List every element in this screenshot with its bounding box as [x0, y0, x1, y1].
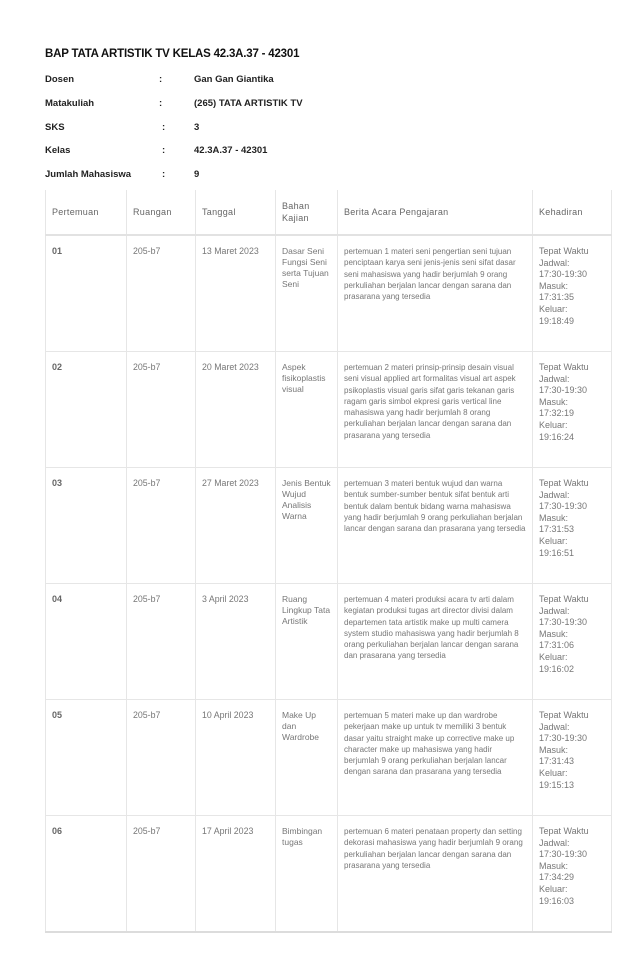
info-separator: : — [162, 169, 166, 180]
jadwal-label: Jadwal: — [539, 373, 570, 384]
header-pertemuan: Pertemuan — [46, 190, 127, 235]
masuk-value: 17:31:43 — [539, 756, 575, 767]
jadwal-label: Jadwal: — [539, 837, 570, 848]
info-label: Kelas — [45, 145, 71, 156]
cell-berita-acara: pertemuan 3 materi bentuk wujud dan warna bentuk sumber-sumber bentuk sifat bentuk arti bentuk dalam bentuk bidang warna mahasiswa yang hadir berjumlah 9 orang perkuliahan berjalan lancar dengan sarana dan prasarana yang tersedia — [338, 468, 533, 584]
info-value: 3 — [194, 122, 200, 133]
masuk-label: Masuk: — [539, 744, 569, 755]
keluar-label: Keluar: — [539, 535, 568, 546]
table-header-row — [46, 190, 612, 235]
info-separator: : — [159, 74, 163, 85]
info-value: 42.3A.37 - 42301 — [194, 145, 268, 156]
keluar-value: 19:18:49 — [539, 315, 575, 326]
cell-pertemuan: 04 — [46, 584, 127, 700]
cell-kehadiran — [533, 816, 612, 933]
kehadiran-status: Tepat Waktu — [539, 710, 589, 720]
cell-ruangan: 205-b7 — [127, 468, 196, 584]
header-kehadiran: Kehadiran — [533, 190, 612, 235]
cell-ruangan: 205-b7 — [127, 700, 196, 816]
cell-pertemuan: 03 — [46, 468, 127, 584]
keluar-value: 19:16:02 — [539, 663, 575, 674]
jadwal-value: 17:30-19:30 — [539, 849, 588, 860]
cell-kehadiran — [533, 468, 612, 584]
cell-bahan-kajian: Aspek fisikoplastis visual — [276, 352, 338, 468]
cell-tanggal: 17 April 2023 — [196, 816, 276, 933]
info-separator: : — [162, 122, 166, 133]
keluar-value: 19:15:13 — [539, 779, 575, 790]
jadwal-label: Jadwal: — [539, 257, 570, 268]
cell-bahan-kajian: Bimbingan tugas — [276, 816, 338, 933]
masuk-label: Masuk: — [539, 512, 569, 523]
header-ruangan: Ruangan — [127, 190, 196, 235]
jadwal-value: 17:30-19:30 — [539, 501, 588, 512]
cell-bahan-kajian: Jenis Bentuk Wujud Analisis Warna — [276, 468, 338, 584]
header-berita-acara: Berita Acara Pengajaran — [338, 190, 533, 235]
info-value: 9 — [194, 169, 200, 180]
info-separator: : — [159, 98, 163, 109]
keluar-value: 19:16:03 — [539, 895, 575, 906]
table-row — [46, 816, 612, 933]
table-row — [46, 584, 612, 700]
keluar-value: 19:16:51 — [539, 547, 575, 558]
kehadiran-status: Tepat Waktu — [539, 826, 589, 836]
table-row — [46, 468, 612, 584]
masuk-label: Masuk: — [539, 396, 569, 407]
cell-kehadiran — [533, 235, 612, 352]
cell-tanggal: 27 Maret 2023 — [196, 468, 276, 584]
cell-bahan-kajian: Dasar Seni Fungsi Seni serta Tujuan Seni — [276, 235, 338, 352]
info-value: Gan Gan Giantika — [194, 74, 274, 85]
table-row — [46, 235, 612, 352]
cell-kehadiran — [533, 352, 612, 468]
cell-bahan-kajian: Ruang Lingkup Tata Artistik — [276, 584, 338, 700]
keluar-label: Keluar: — [539, 303, 568, 314]
masuk-value: 17:31:35 — [539, 292, 575, 303]
info-value: (265) TATA ARTISTIK TV — [194, 98, 303, 109]
jadwal-value: 17:30-19:30 — [539, 269, 588, 280]
cell-pertemuan: 05 — [46, 700, 127, 816]
masuk-label: Masuk: — [539, 860, 569, 871]
cell-tanggal: 13 Maret 2023 — [196, 235, 276, 352]
cell-berita-acara: pertemuan 1 materi seni pengertian seni tujuan penciptaan karya seni jenis-jenis seni sifat dasar seni mahasiswa yang hadir berjumlah 9 orang perkuliahan berjalan lancar dengan sarana dan prasarana yang tersedia — [338, 235, 533, 352]
masuk-value: 17:31:06 — [539, 640, 575, 651]
cell-berita-acara: pertemuan 2 materi prinsip-prinsip desain visual seni visual applied art formalitas visual art aspek psikoplastis visual garis sifat garis tekanan garis ragam garis simbol ekpresi garis vertical line mahasiswa yang hadir berjumlah 8 orang perkuliahan berjalan lancar dengan sarana dan prasarana yang tersedia — [338, 352, 533, 468]
table-row — [46, 700, 612, 816]
table-row — [46, 352, 612, 468]
cell-tanggal: 20 Maret 2023 — [196, 352, 276, 468]
cell-pertemuan: 06 — [46, 816, 127, 933]
kehadiran-status: Tepat Waktu — [539, 594, 589, 604]
header-tanggal: Tanggal — [196, 190, 276, 235]
cell-ruangan: 205-b7 — [127, 816, 196, 933]
document-title: BAP TATA ARTISTIK TV KELAS 42.3A.37 - 42301 — [45, 48, 300, 60]
kehadiran-status: Tepat Waktu — [539, 362, 589, 372]
info-label: Matakuliah — [45, 98, 95, 109]
jadwal-value: 17:30-19:30 — [539, 733, 588, 744]
keluar-label: Keluar: — [539, 419, 568, 430]
masuk-value: 17:32:19 — [539, 408, 575, 419]
cell-berita-acara: pertemuan 4 materi produksi acara tv arti dalam kegiatan produksi tugas art director divisi dalam departemen tata artistik make up multi camera system studio mahasiswa yang hadir berjumlah 8 orang perkuliahan berjalan lancar dengan sarana dan prasarana yang tersedia — [338, 584, 533, 700]
cell-tanggal: 3 April 2023 — [196, 584, 276, 700]
keluar-value: 19:16:24 — [539, 431, 575, 442]
masuk-value: 17:34:29 — [539, 872, 575, 883]
cell-bahan-kajian: Make Up dan Wardrobe — [276, 700, 338, 816]
jadwal-label: Jadwal: — [539, 489, 570, 500]
info-label: Dosen — [45, 74, 75, 85]
jadwal-label: Jadwal: — [539, 605, 570, 616]
cell-pertemuan: 02 — [46, 352, 127, 468]
jadwal-label: Jadwal: — [539, 721, 570, 732]
keluar-label: Keluar: — [539, 883, 568, 894]
cell-ruangan: 205-b7 — [127, 352, 196, 468]
cell-kehadiran — [533, 584, 612, 700]
cell-ruangan: 205-b7 — [127, 235, 196, 352]
kehadiran-status: Tepat Waktu — [539, 478, 589, 488]
kehadiran-status: Tepat Waktu — [539, 246, 589, 256]
cell-pertemuan: 01 — [46, 235, 127, 352]
header-bahan-kajian: Bahan Kajian — [276, 190, 338, 235]
bap-table — [45, 190, 612, 933]
jadwal-value: 17:30-19:30 — [539, 385, 588, 396]
cell-berita-acara: pertemuan 5 materi make up dan wardrobe pekerjaan make up untuk tv memiliki 3 bentuk dasar yaitu straight make up corrective make up character make up mahasiswa yang hadir berjumlah 9 orang perkuliahan berjalan lancar dengan sarana dan prasarana yang tersedia — [338, 700, 533, 816]
masuk-label: Masuk: — [539, 628, 569, 639]
jadwal-value: 17:30-19:30 — [539, 617, 588, 628]
cell-ruangan: 205-b7 — [127, 584, 196, 700]
cell-kehadiran — [533, 700, 612, 816]
cell-berita-acara: pertemuan 6 materi penataan property dan setting dekorasi mahasiswa yang hadir berjumlah 9 orang perkuliahan berjalan lancar dengan sarana dan prasarana yang tersedia — [338, 816, 533, 933]
masuk-label: Masuk: — [539, 280, 569, 291]
keluar-label: Keluar: — [539, 651, 568, 662]
masuk-value: 17:31:53 — [539, 524, 575, 535]
keluar-label: Keluar: — [539, 767, 568, 778]
info-label: Jumlah Mahasiswa — [45, 169, 132, 180]
info-label: SKS — [45, 122, 65, 133]
info-separator: : — [162, 145, 166, 156]
cell-tanggal: 10 April 2023 — [196, 700, 276, 816]
